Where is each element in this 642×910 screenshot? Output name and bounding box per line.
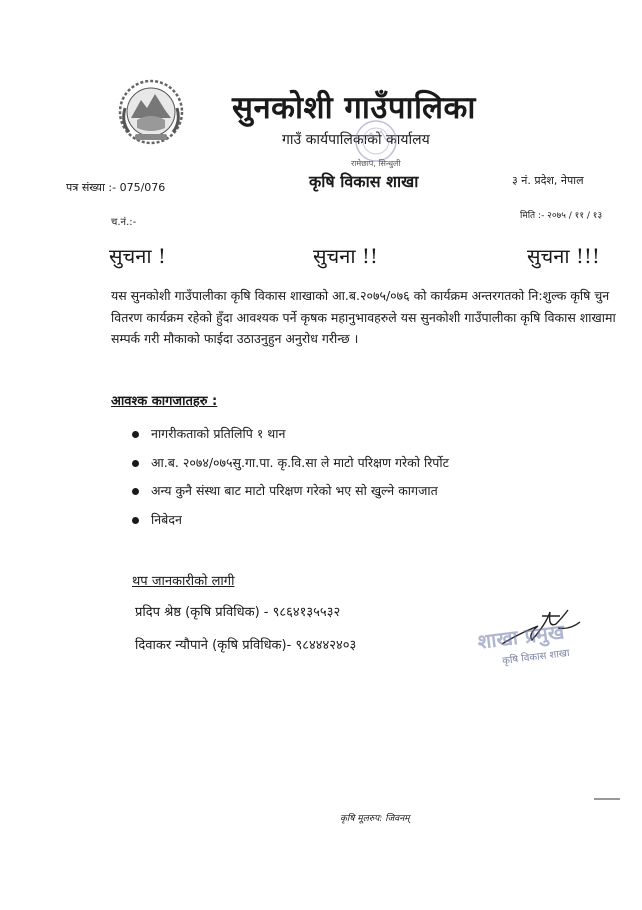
list-item [130, 454, 449, 483]
notice-heading-3: सुचना !!! [527, 244, 600, 268]
bullet-icon [132, 517, 139, 524]
branch-name: कृषि विकास शाखा [309, 172, 419, 191]
scan-mark [594, 798, 620, 800]
list-item [130, 425, 449, 454]
notice-heading-2: सुचना !! [313, 244, 378, 268]
dispatch-number: च.नं.:- [111, 217, 137, 228]
list-item [130, 511, 449, 540]
footer-motto: कृषि मूलरुप: जिवनम् [340, 814, 410, 824]
stamp-title: शाखा प्रमुख [476, 619, 566, 654]
reference-number: पत्र संख्या :- 075/076 [66, 181, 166, 194]
notice-heading-1: सुचना ! [109, 244, 166, 268]
document-item: नागरीकताको प्रतिलिपि १ थान [151, 426, 286, 441]
stamp-subtitle: कृषि विकास शाखा [501, 647, 571, 668]
contact-heading: थप जानकारीको लागी [132, 574, 235, 589]
document-item: अन्य कुनै संस्था बाट माटो परिक्षण गरेको भए सो खुल्ने कागजात [151, 483, 438, 498]
stamp-text: रामेछाप, सिन्धुली [351, 159, 401, 168]
document-item: आ.ब. २०७४/०७५सु.गा.पा. कृ.वि.सा ले माटो परिक्षण गरेको रिर्पोट [151, 454, 449, 470]
required-documents-list [130, 425, 449, 539]
notice-body: यस सुनकोशी गाउँपालीका कृषि विकास शाखाको आ.ब.२०७५/०७६ को कार्यक्रम अन्तरगतको नि:शुल्क कृषि चुन वितरण कार्यक्रम रहेको हुँदा आवश्यक पर्ने कृषक महानुभावहरुले यस सुनकोशी गाउँपालीका कृषि विकास शाखामा सम्पर्क गरी मौकाको फाईदा उठाउनुहुन अनुरोध गरीन्छ । [111, 288, 616, 346]
document-item: निबेदन [151, 511, 182, 527]
bullet-icon [132, 460, 139, 467]
municipality-title: सुनकोशी गाउँपालिका [232, 90, 476, 126]
officer-stamp [476, 614, 594, 687]
required-documents-heading: आवश्क कागजातहरु : [111, 394, 218, 409]
address: ३ नं. प्रदेश, नेपाल [512, 174, 584, 187]
bullet-icon [132, 431, 139, 438]
contact-person-1: प्रदिप श्रेष्ठ (कृषि प्रविधिक) - ९८६४१३५५३२ [135, 605, 341, 620]
office-name: गाउँ कार्यपालिकाको कार्यालय [282, 132, 430, 148]
letter-date: मिति :- २०७५ / ११ / १३ [520, 211, 603, 221]
nepal-emblem-icon [117, 78, 185, 146]
list-item [130, 482, 449, 511]
contact-person-2: दिवाकर न्यौपाने (कृषि प्रविधिक)- ९८४४४२४०३ [135, 638, 357, 653]
bullet-icon [132, 488, 139, 495]
